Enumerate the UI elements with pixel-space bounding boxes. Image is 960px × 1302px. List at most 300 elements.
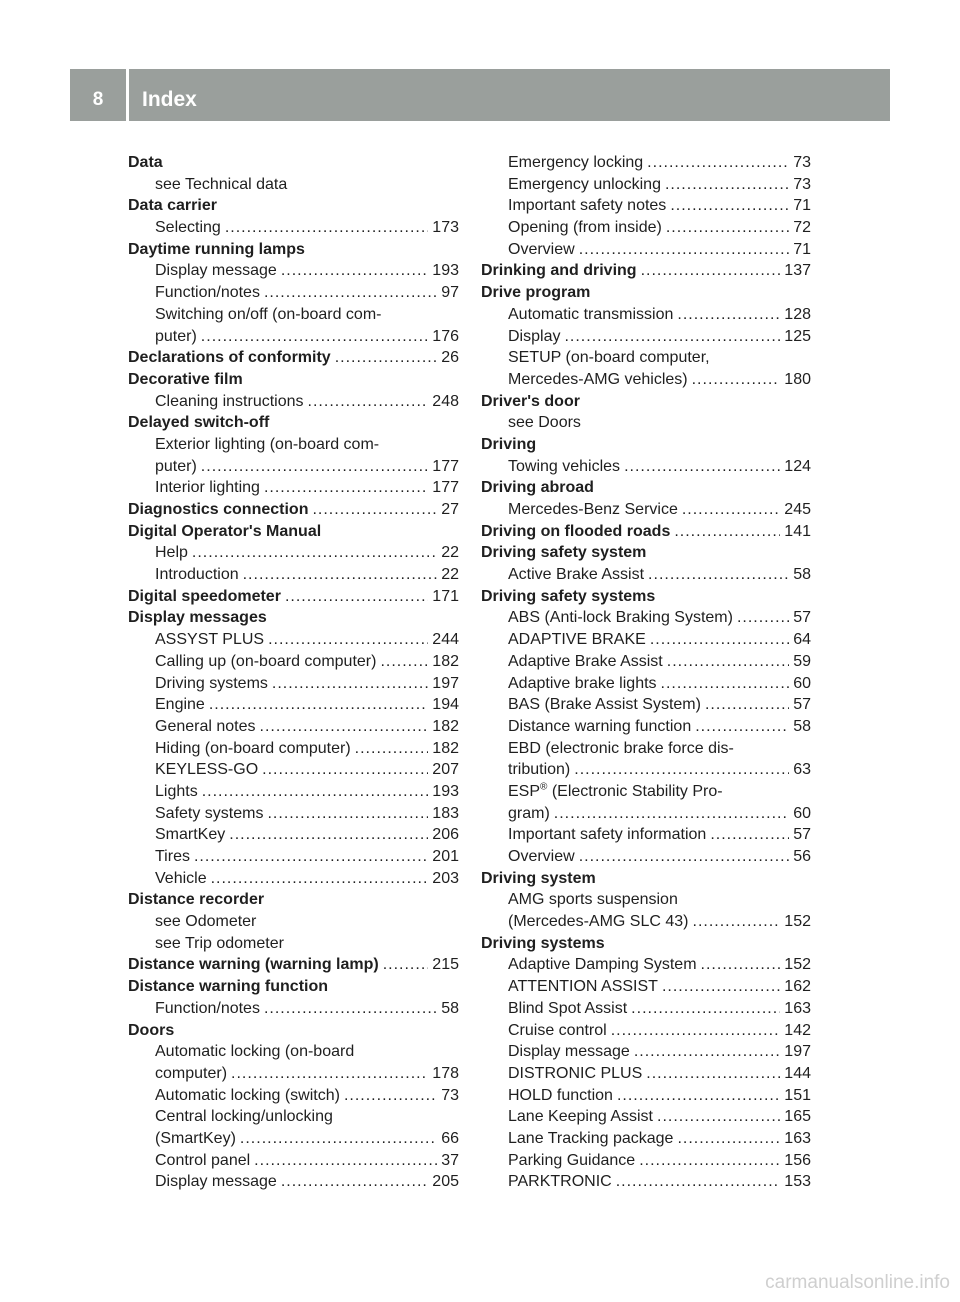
page-ref: 37 xyxy=(441,1151,459,1169)
leader-dots xyxy=(647,152,789,174)
index-subentry xyxy=(128,304,459,326)
index-subentry xyxy=(128,824,459,846)
index-subentry xyxy=(128,651,459,673)
page-ref: 193 xyxy=(432,782,459,800)
leader-dots xyxy=(281,1171,428,1193)
entry-label: (SmartKey) xyxy=(155,1129,236,1147)
leader-dots xyxy=(701,954,781,976)
page-number: 8 xyxy=(92,89,104,110)
index-subentry xyxy=(481,1041,811,1063)
leader-dots xyxy=(201,326,429,348)
entry-label: Important safety information xyxy=(508,826,707,844)
index-subentry xyxy=(128,217,459,239)
page-ref: 59 xyxy=(793,652,811,670)
page-ref: 58 xyxy=(441,999,459,1017)
leader-dots xyxy=(661,673,790,695)
page-ref: 248 xyxy=(432,392,459,410)
entry-label: Data xyxy=(128,154,163,171)
index-subentry xyxy=(128,564,459,586)
page-ref: 73 xyxy=(793,175,811,193)
entry-label: Daytime running lamps xyxy=(128,240,305,258)
index-entry xyxy=(128,607,459,629)
leader-dots xyxy=(335,347,438,369)
page-ref: 58 xyxy=(793,717,811,735)
index-subentry xyxy=(128,434,459,456)
entry-label: General notes xyxy=(155,717,256,735)
index-subentry xyxy=(128,694,459,716)
entry-label: Driving abroad xyxy=(481,479,594,497)
entry-label: Safety systems xyxy=(155,804,264,822)
leader-dots xyxy=(641,260,781,282)
leader-dots xyxy=(240,1128,437,1150)
entry-label: Automatic transmission xyxy=(508,305,674,323)
leader-dots xyxy=(308,391,429,413)
index-subentry xyxy=(128,933,459,955)
leader-dots xyxy=(272,673,428,695)
leader-dots xyxy=(264,282,437,304)
index-entry xyxy=(128,954,459,976)
entry-label: Exterior lighting (on-board com- xyxy=(155,435,380,453)
entry-label: Driving xyxy=(481,435,537,453)
entry-label: KEYLESS-GO xyxy=(155,761,259,779)
index-subentry xyxy=(128,1106,459,1128)
leader-dots xyxy=(692,369,781,391)
leader-dots xyxy=(231,1063,428,1085)
entry-label: see Trip odometer xyxy=(155,934,284,952)
entry-label: see Odometer xyxy=(155,913,257,931)
entry-label: puter) xyxy=(155,457,197,475)
leader-dots xyxy=(639,1150,780,1172)
entry-label: Mercedes-AMG vehicles) xyxy=(508,370,688,388)
page-header xyxy=(70,69,890,121)
entry-label: Lane Tracking package xyxy=(508,1129,674,1147)
page-ref: 176 xyxy=(432,327,459,345)
page-ref: 64 xyxy=(793,631,811,649)
index-subentry xyxy=(481,976,811,998)
page-ref: 151 xyxy=(784,1086,811,1104)
index-entry xyxy=(128,521,459,543)
entry-label: puter) xyxy=(155,327,197,345)
entry-label: Switching on/off (on-board com- xyxy=(155,305,382,323)
page-ref: 56 xyxy=(793,848,811,865)
entry-label: Cleaning instructions xyxy=(155,392,304,410)
index-subentry xyxy=(128,716,459,738)
leader-dots xyxy=(634,1041,780,1063)
page-ref: 63 xyxy=(793,761,811,779)
page-ref: 207 xyxy=(432,761,459,779)
index-subentry xyxy=(128,1150,459,1172)
leader-dots xyxy=(312,499,437,521)
leader-dots xyxy=(631,998,780,1020)
entry-label: Drinking and driving xyxy=(481,262,637,280)
leader-dots xyxy=(667,651,789,673)
leader-dots xyxy=(194,846,428,868)
page-ref: 163 xyxy=(784,999,811,1017)
page-ref: 177 xyxy=(432,457,459,475)
entry-label: ESP® (Electronic Stability Pro- xyxy=(508,781,723,800)
index-subentry xyxy=(128,542,459,564)
index-subentry xyxy=(481,412,811,434)
entry-label: Emergency unlocking xyxy=(508,175,661,193)
page-ref: 142 xyxy=(784,1021,811,1039)
entry-label: Driving safety system xyxy=(481,544,647,562)
index-subentry xyxy=(128,1171,459,1193)
index-subentry xyxy=(128,738,459,760)
page-ref: 182 xyxy=(432,717,459,735)
entry-label: Adaptive Damping System xyxy=(508,956,697,974)
entry-label: Automatic locking (on-board xyxy=(155,1043,355,1061)
entry-label: Driving system xyxy=(481,869,596,887)
leader-dots xyxy=(624,456,780,478)
page-ref: 152 xyxy=(784,956,811,974)
index-entry xyxy=(128,239,459,261)
entry-label: Blind Spot Assist xyxy=(508,999,628,1017)
index-subentry xyxy=(481,824,811,846)
page-ref: 141 xyxy=(784,522,811,540)
page-ref: 137 xyxy=(784,262,811,280)
entry-label: Doors xyxy=(128,1021,175,1039)
index-subentry xyxy=(481,1020,811,1042)
index-subentry xyxy=(128,174,459,196)
page-ref: 197 xyxy=(784,1043,811,1061)
leader-dots xyxy=(201,456,429,478)
leader-dots xyxy=(695,716,789,738)
page-ref: 144 xyxy=(784,1064,811,1082)
index-entry xyxy=(481,586,811,608)
leader-dots xyxy=(281,260,428,282)
page-ref: 165 xyxy=(784,1108,811,1126)
entry-label: Overview xyxy=(508,240,575,258)
entry-label: Introduction xyxy=(155,566,239,584)
index-entry xyxy=(481,282,811,304)
entry-label: AMG sports suspension xyxy=(508,891,678,909)
header-divider xyxy=(126,69,129,121)
page-ref: 163 xyxy=(784,1129,811,1147)
leader-dots xyxy=(554,803,789,825)
index-subentry xyxy=(481,607,811,629)
entry-label: Declarations of conformity xyxy=(128,349,331,367)
index-subentry xyxy=(481,369,811,391)
leader-dots xyxy=(225,217,428,239)
page-ref: 60 xyxy=(793,804,811,822)
leader-dots xyxy=(650,629,789,651)
entry-label: Adaptive Brake Assist xyxy=(508,652,663,670)
entry-label: Interior lighting xyxy=(155,479,260,497)
index-entry xyxy=(481,868,811,890)
index-subentry xyxy=(481,889,811,911)
index-subentry xyxy=(481,694,811,716)
entry-label: ABS (Anti-lock Braking System) xyxy=(508,609,733,627)
index-subentry xyxy=(481,781,811,803)
entry-label: Mercedes-Benz Service xyxy=(508,501,678,518)
index-entry xyxy=(481,434,811,456)
page-ref: 57 xyxy=(793,826,811,844)
entry-label: ATTENTION ASSIST xyxy=(508,978,658,996)
leader-dots xyxy=(662,976,780,998)
leader-dots xyxy=(705,694,789,716)
page-ref: 97 xyxy=(441,284,459,302)
index-subentry xyxy=(481,217,811,239)
entry-label: Digital speedometer xyxy=(128,587,281,605)
leader-dots xyxy=(383,954,429,976)
leader-dots xyxy=(254,1150,437,1172)
leader-dots xyxy=(262,759,428,781)
entry-label: Adaptive brake lights xyxy=(508,674,657,692)
leader-dots xyxy=(344,1085,437,1107)
entry-label: Parking Guidance xyxy=(508,1151,636,1169)
index-subentry xyxy=(481,716,811,738)
index-entry xyxy=(128,889,459,911)
page-ref: 26 xyxy=(441,349,459,367)
index-entry xyxy=(128,152,459,174)
page-ref: 60 xyxy=(793,674,811,692)
index-subentry xyxy=(128,759,459,781)
entry-label: Distance recorder xyxy=(128,891,265,909)
index-subentry xyxy=(128,1128,459,1150)
page-ref: 182 xyxy=(432,739,459,757)
index-subentry xyxy=(128,846,459,868)
entry-label: Distance warning function xyxy=(508,717,692,735)
page-ref: 177 xyxy=(432,479,459,497)
leader-dots xyxy=(243,564,438,586)
page-ref: 125 xyxy=(784,327,811,345)
entry-label: tribution) xyxy=(508,761,571,779)
entry-label: Calling up (on-board computer) xyxy=(155,652,377,670)
index-entry xyxy=(481,477,811,499)
entry-label: EBD (electronic brake force dis- xyxy=(508,739,734,757)
page-ref: 152 xyxy=(784,913,811,931)
leader-dots xyxy=(682,499,780,521)
entry-label: Vehicle xyxy=(155,869,207,887)
index-subentry xyxy=(481,564,811,586)
page-ref: 73 xyxy=(441,1086,459,1104)
page-ref: 197 xyxy=(432,674,459,692)
page-ref: 66 xyxy=(441,1129,459,1147)
leader-dots xyxy=(611,1020,781,1042)
index-subentry xyxy=(481,738,811,760)
entry-label: Hiding (on-board computer) xyxy=(155,739,351,757)
entry-label: Selecting xyxy=(155,219,221,237)
entry-label: Data carrier xyxy=(128,197,217,215)
index-subentry xyxy=(481,1106,811,1128)
entry-label: Help xyxy=(155,544,188,562)
index-subentry xyxy=(128,260,459,282)
entry-label: Important safety notes xyxy=(508,197,667,215)
index-entry xyxy=(128,1020,459,1042)
index-subentry xyxy=(481,195,811,217)
leader-dots xyxy=(616,1171,781,1193)
page-ref: 205 xyxy=(432,1173,459,1191)
leader-dots xyxy=(574,759,789,781)
leader-dots xyxy=(666,217,789,239)
leader-dots xyxy=(264,477,428,499)
leader-dots xyxy=(209,694,428,716)
index-subentry xyxy=(128,911,459,933)
page-ref: 27 xyxy=(441,501,459,518)
leader-dots xyxy=(710,824,789,846)
index-subentry xyxy=(481,651,811,673)
leader-dots xyxy=(737,607,789,629)
entry-label: Distance warning function xyxy=(128,978,329,996)
index-subentry xyxy=(481,954,811,976)
index-subentry xyxy=(481,499,811,521)
leader-dots xyxy=(674,521,780,543)
index-entry xyxy=(481,521,811,543)
index-subentry xyxy=(128,868,459,890)
index-subentry xyxy=(481,1150,811,1172)
entry-label: Driving systems xyxy=(155,674,268,692)
leader-dots xyxy=(579,846,790,868)
page-ref: 201 xyxy=(432,848,459,865)
index-subentry xyxy=(481,629,811,651)
entry-label: Lights xyxy=(155,782,198,800)
index-subentry xyxy=(481,152,811,174)
page-ref: 57 xyxy=(793,609,811,627)
index-subentry xyxy=(481,1063,811,1085)
leader-dots xyxy=(564,326,780,348)
entry-label: Decorative film xyxy=(128,370,243,388)
leader-dots xyxy=(677,304,780,326)
leader-dots xyxy=(192,542,437,564)
page-ref: 153 xyxy=(784,1173,811,1191)
index-entry xyxy=(128,412,459,434)
leader-dots xyxy=(646,1063,780,1085)
page-ref: 180 xyxy=(784,370,811,388)
entry-label: Active Brake Assist xyxy=(508,566,645,584)
index-subentry xyxy=(481,1085,811,1107)
index-subentry xyxy=(128,781,459,803)
page-ref: 171 xyxy=(432,587,459,605)
index-subentry xyxy=(128,391,459,413)
page-ref: 71 xyxy=(793,197,811,215)
index-subentry xyxy=(128,673,459,695)
leader-dots xyxy=(202,781,429,803)
entry-label: Display message xyxy=(155,1173,277,1191)
index-column-right xyxy=(481,152,811,1193)
leader-dots xyxy=(285,586,428,608)
entry-label: Delayed switch-off xyxy=(128,414,270,432)
index-subentry xyxy=(128,477,459,499)
entry-label: Cruise control xyxy=(508,1021,607,1039)
page-ref: 22 xyxy=(441,566,459,584)
page-ref: 73 xyxy=(793,154,811,171)
page-ref: 194 xyxy=(432,696,459,714)
index-subentry xyxy=(128,629,459,651)
entry-label: Lane Keeping Assist xyxy=(508,1108,653,1126)
watermark: carmanualsonline.info xyxy=(765,1272,950,1293)
page-ref: 244 xyxy=(432,631,459,649)
leader-dots xyxy=(268,629,428,651)
entry-label: Display message xyxy=(155,262,277,280)
leader-dots xyxy=(267,803,428,825)
entry-label: Towing vehicles xyxy=(508,457,621,475)
leader-dots xyxy=(670,195,789,217)
index-entry xyxy=(481,260,811,282)
entry-label: Display xyxy=(508,327,561,345)
index-subentry xyxy=(481,239,811,261)
page-ref: 215 xyxy=(432,956,459,974)
index-subentry xyxy=(481,998,811,1020)
entry-label: (Mercedes-AMG SLC 43) xyxy=(508,913,689,931)
entry-label: Driving on flooded roads xyxy=(481,522,671,540)
entry-label: Driving systems xyxy=(481,934,605,952)
entry-label: Function/notes xyxy=(155,999,260,1017)
index-subentry xyxy=(128,456,459,478)
entry-label: Tires xyxy=(155,848,190,865)
entry-label: HOLD function xyxy=(508,1086,613,1104)
leader-dots xyxy=(229,824,428,846)
entry-label: Display messages xyxy=(128,609,267,627)
entry-label: DISTRONIC PLUS xyxy=(508,1064,643,1082)
entry-label: Drive program xyxy=(481,284,591,302)
entry-label: gram) xyxy=(508,804,550,822)
entry-label: Engine xyxy=(155,696,205,714)
index-entry xyxy=(481,933,811,955)
page-ref: 178 xyxy=(432,1064,459,1082)
entry-label: Display message xyxy=(508,1043,630,1061)
index-entry xyxy=(481,542,811,564)
page-ref: 183 xyxy=(432,804,459,822)
entry-label: Distance warning (warning lamp) xyxy=(128,956,379,974)
index-subentry xyxy=(481,1171,811,1193)
index-subentry xyxy=(481,803,811,825)
page-ref: 182 xyxy=(432,652,459,670)
entry-label: Driving safety systems xyxy=(481,587,656,605)
leader-dots xyxy=(648,564,789,586)
index-entry xyxy=(128,586,459,608)
entry-label: ASSYST PLUS xyxy=(155,631,265,649)
entry-label: ADAPTIVE BRAKE xyxy=(508,631,646,649)
entry-label: SETUP (on-board computer, xyxy=(508,349,710,367)
index-subentry xyxy=(128,998,459,1020)
index-subentry xyxy=(128,1063,459,1085)
page-ref: 206 xyxy=(432,826,459,844)
entry-label: Emergency locking xyxy=(508,154,644,171)
leader-dots xyxy=(211,868,429,890)
leader-dots xyxy=(260,716,429,738)
index-entry xyxy=(128,499,459,521)
leader-dots xyxy=(677,1128,780,1150)
entry-label: see Doors xyxy=(508,414,581,432)
index-subentry xyxy=(481,759,811,781)
page-ref: 193 xyxy=(432,262,459,280)
index-subentry xyxy=(481,304,811,326)
index-subentry xyxy=(128,326,459,348)
page-ref: 162 xyxy=(784,978,811,996)
page-ref: 72 xyxy=(793,219,811,237)
entry-label: see Technical data xyxy=(155,175,288,193)
index-subentry xyxy=(481,347,811,369)
page-ref: 124 xyxy=(784,457,811,475)
index-column-left xyxy=(128,152,459,1193)
leader-dots xyxy=(380,651,428,673)
leader-dots xyxy=(617,1085,780,1107)
index-subentry xyxy=(481,673,811,695)
entry-label: Digital Operator's Manual xyxy=(128,522,322,540)
page-ref: 156 xyxy=(784,1151,811,1169)
index-subentry xyxy=(481,1128,811,1150)
index-subentry xyxy=(128,282,459,304)
leader-dots xyxy=(693,911,781,933)
entry-label: Automatic locking (switch) xyxy=(155,1086,340,1104)
page-ref: 173 xyxy=(432,219,459,237)
leader-dots xyxy=(665,174,789,196)
page-ref: 203 xyxy=(432,869,459,887)
index-subentry xyxy=(128,1041,459,1063)
index-subentry xyxy=(128,1085,459,1107)
index-entry xyxy=(128,976,459,998)
index-subentry xyxy=(481,326,811,348)
